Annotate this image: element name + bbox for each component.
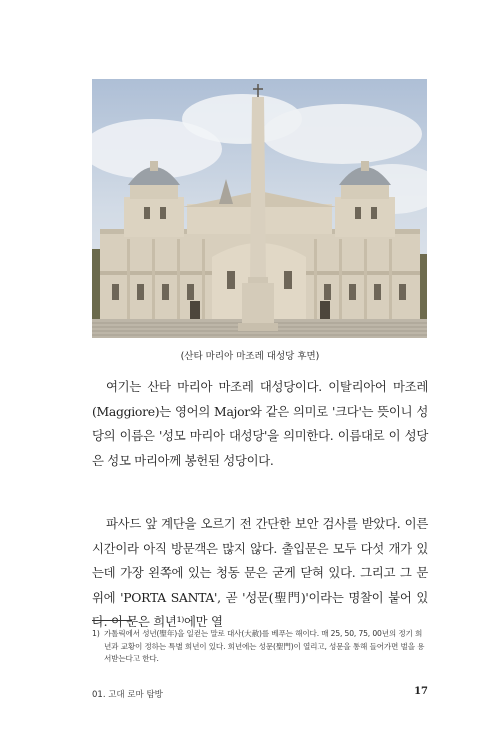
basilica-illustration	[92, 79, 427, 338]
body-paragraph-2	[92, 512, 428, 635]
footnote-number: 1)	[92, 629, 100, 638]
footnote-text: 가톨릭에서 성년(聖年)을 일컫는 말로 대사(大赦)를 베푸는 해이다. 매 25, 50, 75, 00년의 정기 희년과 교황이 정하는 특별 희년이 있다. 희년에는 성문(聖門)이 열리고, 성문을 통해 들어가면 벌을 용서받는다고 한다.	[104, 629, 425, 663]
running-header: 01. 고대 로마 탐방	[92, 690, 163, 700]
body-paragraph-1	[92, 375, 428, 473]
basilica-photo	[92, 79, 427, 338]
paragraph-text: 여기는 산타 마리아 마조레 대성당이다. 이탈리아어 마조레(Maggiore)는 영어의 Major와 같은 의미로 '크다'는 뜻이니 성당의 이름은 '성모 마리아 대성당'을 의미한다. 이름대로 이 성당은 성모 마리아께 봉헌된 성당이다.	[92, 379, 428, 468]
photo-caption: (산타 마리아 마조레 대성당 후면)	[180, 351, 320, 362]
footnote-divider	[92, 620, 132, 621]
footnote	[92, 628, 428, 666]
paragraph-text: 파사드 앞 계단을 오르기 전 간단한 보안 검사를 받았다. 이른 시간이라 아직 방문객은 많지 않다. 출입문은 모두 다섯 개가 있는데 가장 왼쪽에 있는 청동 문은 굳게 닫혀 있다. 그리고 그 문 위에 'PORTA SANTA', 곧 '성문(聖門)'이라는 명찰이 붙어 있다. 이 문은 희년¹⁾에만 열	[92, 516, 428, 629]
page-number: 17	[414, 686, 428, 697]
